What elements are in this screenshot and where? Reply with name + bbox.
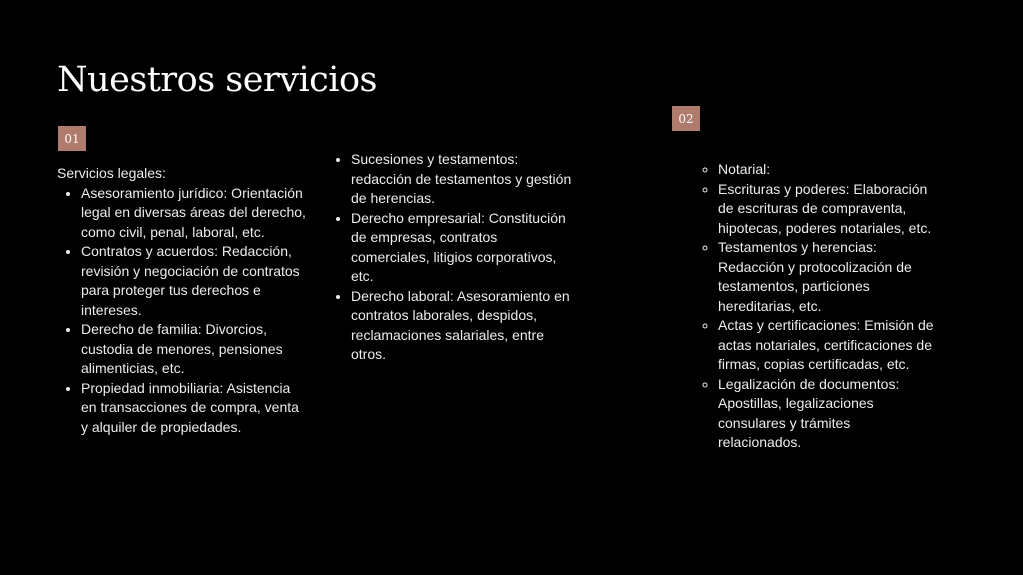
list-item: • Propiedad inmobiliaria: Asistencia en transacciones de compra, venta y alquiler de propiedades. (81, 379, 307, 438)
list-item: • Asesoramiento jurídico: Orientación legal en diversas áreas del derecho, como civil, penal, laboral, etc. (81, 184, 307, 243)
list-item: • Derecho de familia: Divorcios, custodia de menores, pensiones alimenticias, etc. (81, 320, 307, 379)
list-item: • Contratos y acuerdos: Redacción, revisión y negociación de contratos para proteger tus derechos e intereses. (81, 242, 307, 320)
list-item: • Derecho laboral: Asesoramiento en contratos laborales, despidos, reclamaciones salariales, entre otros. (351, 287, 577, 365)
list-item: ◦ Notarial: (718, 160, 934, 180)
section-badge-02: 02 (672, 106, 700, 131)
service-list (694, 160, 934, 453)
service-list (57, 184, 307, 438)
column-heading: Servicios legales: (57, 165, 166, 181)
section-badge-01: 01 (58, 126, 86, 151)
list-item: ◦ Testamentos y herencias: Redacción y protocolización de testamentos, particiones hereditarias, etc. (718, 238, 934, 316)
services-column-1 (57, 164, 307, 437)
services-column-2 (327, 150, 577, 365)
services-column-3 (694, 160, 934, 453)
slide-title: Nuestros servicios (57, 60, 377, 100)
service-list (327, 150, 577, 365)
list-item: ◦ Actas y certificaciones: Emisión de actas notariales, certificaciones de firmas, copias certificadas, etc. (718, 316, 934, 375)
list-item: ◦ Escrituras y poderes: Elaboración de escrituras de compraventa, hipotecas, poderes notariales, etc. (718, 180, 934, 239)
list-item: ◦ Legalización de documentos: Apostillas, legalizaciones consulares y trámites relacionados. (718, 375, 934, 453)
list-item: • Derecho empresarial: Constitución de empresas, contratos comerciales, litigios corporativos, etc. (351, 209, 577, 287)
list-item: • Sucesiones y testamentos: redacción de testamentos y gestión de herencias. (351, 150, 577, 209)
